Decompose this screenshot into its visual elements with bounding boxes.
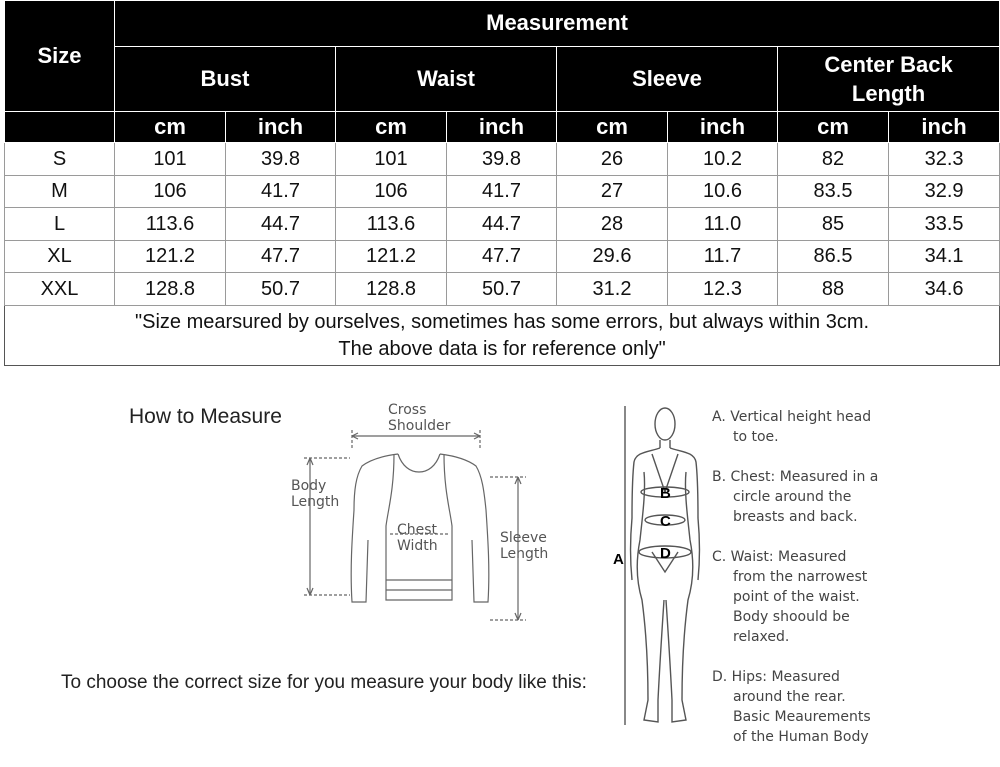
legend-item: [712, 667, 912, 747]
measurement-cell: 50.7: [447, 273, 557, 306]
measurement-cell: 27: [557, 175, 668, 208]
legend-line: to toe.: [733, 429, 779, 445]
measurement-cell: 85: [778, 208, 889, 241]
size-unit-blank: [5, 111, 115, 143]
measurement-legend: [712, 407, 912, 767]
measurement-cell: 121.2: [336, 240, 447, 273]
cross-shoulder-line-1: Cross: [388, 402, 427, 418]
measurement-cell: 113.6: [336, 208, 447, 241]
legend-line: D. Hips: Measured: [712, 669, 840, 685]
measurement-header: Measurement: [115, 1, 1000, 47]
measurement-cell: 41.7: [447, 175, 557, 208]
measurement-cell: 11.7: [668, 240, 778, 273]
measurement-cell: 50.7: [226, 273, 336, 306]
legend-item: [712, 407, 912, 447]
waist-header: Waist: [336, 46, 557, 111]
sleeve-header: Sleeve: [557, 46, 778, 111]
marker-c: C: [660, 513, 671, 530]
sweater-measure-diagram: [290, 430, 560, 630]
legend-line: B. Chest: Measured in a: [712, 469, 879, 485]
table-row: [5, 208, 1000, 241]
measurement-cell: 101: [115, 143, 226, 176]
table-row: [5, 273, 1000, 306]
size-note-line-2: The above data is for reference only": [338, 337, 666, 360]
marker-a: A: [613, 551, 624, 568]
sleeve-length-line-2: Length: [500, 546, 549, 562]
how-to-measure-title: How to Measure: [129, 405, 282, 428]
legend-line: A. Vertical height head: [712, 409, 872, 425]
measurement-cell: 31.2: [557, 273, 668, 306]
legend-item: [712, 547, 912, 647]
measurement-cell: 39.8: [226, 143, 336, 176]
legend-line: circle around the: [733, 489, 852, 505]
legend-line: around the rear.: [733, 689, 846, 705]
legend-line: relaxed.: [733, 629, 790, 645]
measurement-cell: 34.6: [889, 273, 1000, 306]
size-cell: L: [5, 208, 115, 241]
measurement-cell: 88: [778, 273, 889, 306]
unit-cm: cm: [557, 111, 668, 143]
unit-cm: cm: [336, 111, 447, 143]
measurement-cell: 34.1: [889, 240, 1000, 273]
legend-line: breasts and back.: [733, 509, 858, 525]
unit-cm: cm: [778, 111, 889, 143]
body-length-line-1: Body: [291, 478, 327, 494]
table-row: [5, 143, 1000, 176]
measurement-cell: 83.5: [778, 175, 889, 208]
measurement-cell: 41.7: [226, 175, 336, 208]
measurement-cell: 32.9: [889, 175, 1000, 208]
human-body-diagram: [608, 400, 708, 735]
unit-cm: cm: [115, 111, 226, 143]
measurement-cell: 128.8: [115, 273, 226, 306]
legend-line: Basic Meaurements: [733, 709, 871, 725]
measurement-cell: 44.7: [226, 208, 336, 241]
unit-inch: inch: [447, 111, 557, 143]
sleeve-length-line-1: Sleeve: [500, 530, 547, 546]
center-back-length-header: [778, 46, 1000, 111]
measurement-cell: 86.5: [778, 240, 889, 273]
legend-line: C. Waist: Measured: [712, 549, 847, 565]
legend-line: from the narrowest: [733, 569, 868, 585]
measurement-cell: 113.6: [115, 208, 226, 241]
center-back-line-2: Length: [851, 80, 926, 106]
table-row: [5, 175, 1000, 208]
measurement-cell: 12.3: [668, 273, 778, 306]
measurement-cell: 106: [115, 175, 226, 208]
marker-d: D: [660, 545, 671, 562]
legend-item: [712, 467, 912, 527]
size-note-line-1: "Size mearsured by ourselves, sometimes has some errors, but always within 3cm.: [135, 310, 870, 333]
choose-size-instruction: To choose the correct size for you measure your body like this:: [61, 672, 587, 693]
measurement-cell: 33.5: [889, 208, 1000, 241]
measurement-cell: 44.7: [447, 208, 557, 241]
size-cell: XXL: [5, 273, 115, 306]
unit-inch: inch: [226, 111, 336, 143]
measurement-cell: 29.6: [557, 240, 668, 273]
size-cell: XL: [5, 240, 115, 273]
center-back-line-1: Center Back: [824, 51, 953, 77]
chest-width-line-1: Chest: [397, 522, 438, 538]
size-header: Size: [5, 1, 115, 112]
size-cell: S: [5, 143, 115, 176]
measurement-cell: 121.2: [115, 240, 226, 273]
chest-width-line-2: Width: [397, 538, 438, 554]
legend-line: point of the waist.: [733, 589, 860, 605]
cross-shoulder-line-2: Shoulder: [388, 418, 451, 434]
legend-line: Body shoould be: [733, 609, 850, 625]
legend-line: of the Human Body: [733, 729, 869, 745]
measurement-cell: 26: [557, 143, 668, 176]
unit-inch: inch: [668, 111, 778, 143]
measurement-cell: 101: [336, 143, 447, 176]
size-chart-table: [4, 0, 1000, 366]
measurement-cell: 10.2: [668, 143, 778, 176]
measurement-cell: 32.3: [889, 143, 1000, 176]
measurement-cell: 128.8: [336, 273, 447, 306]
measurement-cell: 10.6: [668, 175, 778, 208]
measurement-cell: 47.7: [447, 240, 557, 273]
size-cell: M: [5, 175, 115, 208]
body-length-line-2: Length: [291, 494, 340, 510]
size-note: [5, 306, 1000, 366]
measurement-cell: 47.7: [226, 240, 336, 273]
unit-inch: inch: [889, 111, 1000, 143]
measurement-cell: 82: [778, 143, 889, 176]
table-row: [5, 240, 1000, 273]
bust-header: Bust: [115, 46, 336, 111]
measurement-cell: 11.0: [668, 208, 778, 241]
measurement-cell: 39.8: [447, 143, 557, 176]
measurement-cell: 106: [336, 175, 447, 208]
marker-b: B: [660, 485, 671, 502]
measurement-cell: 28: [557, 208, 668, 241]
